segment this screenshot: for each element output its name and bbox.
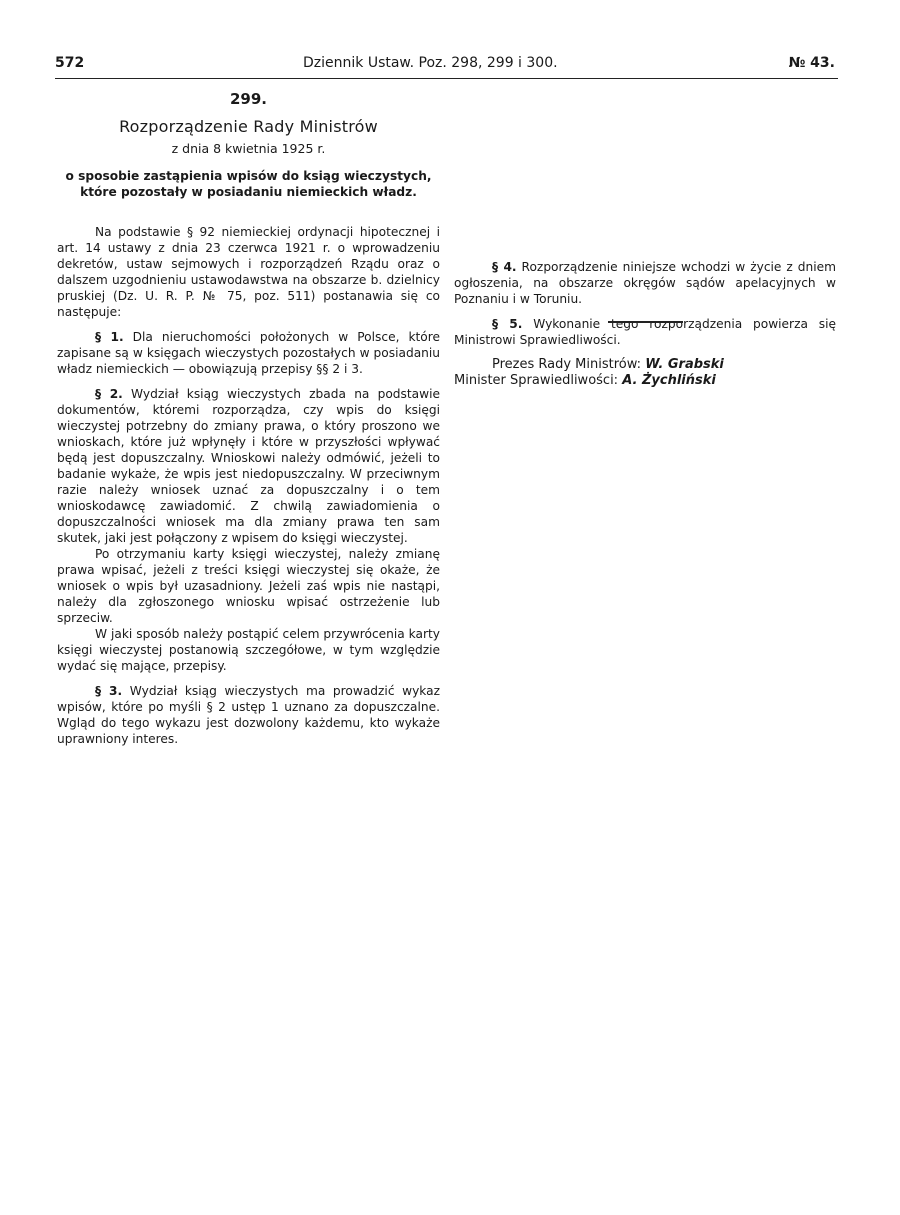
signature-role: Minister Sprawiedliwości: [454,373,619,388]
issue-number: № 43. [788,55,835,71]
section-text: Wydział ksiąg wieczystych ma prowadzić wykaz wpisów, które po myśli § 2 ustęp 1 uznano za dopuszczalne. Wgląd do tego wykazu jest dozwolony każdemu, kto wykaże uprawniony interes. [57,684,441,746]
section-2-paragraph: W jaki sposób należy postąpić celem przywrócenia karty księgi wieczystej postanowią szczegółowe, w tym względzie wydać się mające, przepisy. [57,627,440,673]
signature-name: A. Żychliński [622,373,716,388]
section-mark: § 4. [492,260,517,274]
left-column [57,90,440,747]
header-rule [55,78,838,79]
section-1 [57,329,440,377]
section-text: Wydział ksiąg wieczystych zbada na podstawie dokumentów, któremi rozporządza, czy wpis do księgi wieczystej potrzebny do zmiany prawa, o który proszono we wnioskach, które już wpłynęły i które w przyszłości wpływać będą jest dopuszczalny. Wnioskowi należy odmówić, jeżeli to badanie wykaże, że wpis jest niedopuszczalny. W przeciwnym razie należy wniosek uznać za dopuszczalny i o tem wnioskodawcę zawiadomić. Z chwilą zawiadomienia o dopuszczalności wniosek ma dla zmiany prawa ten sam skutek, jaki jest połączony z wpisem do księgi wieczystej. [57,387,440,545]
document-date: z dnia 8 kwietnia 1925 r. [171,141,326,156]
section-2 [57,386,440,546]
journal-title: Dziennik Ustaw. Poz. 298, 299 i 300. [303,55,558,71]
section-2-paragraph: Po otrzymaniu karty księgi wieczystej, należy zmianę prawa wpisać, jeżeli z treści księgi wieczystej się okaże, że wniosek o wpis był uzasadniony. Jeżeli zaś wpis nie nastąpi, należy dla zgłoszonego wniosku wpisać ostrzeżenie lub sprzeciw. [57,547,440,625]
signature-name: W. Grabski [645,357,724,372]
section-mark: § 1. [95,330,124,344]
signature-prime-minister [454,357,836,373]
section-mark: § 2. [95,387,123,401]
signature-justice-minister [454,373,836,389]
section-mark: § 3. [95,684,123,698]
document-title: Rozporządzenie Rady Ministrów [119,117,378,136]
document-subject: o sposobie zastąpienia wpisów do ksiąg wieczystych, które pozostały w posiadaniu niemieckich władz. [65,169,432,199]
section-text: Rozporządzenie niniejsze wchodzi w życie z dniem ogłoszenia, na obszarze okręgów sądów apelacyjnych w Poznaniu i w Toruniu. [454,260,837,306]
section-text: Dla nieruchomości położonych w Polsce, które zapisane są w księgach wieczystych pozostałych w posiadaniu władz niemieckich — obowiązują przepisy §§ 2 i 3. [57,330,441,376]
page-header [55,55,835,79]
section-4 [454,259,836,307]
section-text: Wykonanie tego rozporządzenia powierza się Ministrowi Sprawiedliwości. [454,317,836,347]
page-number: 572 [55,55,85,71]
signature-role: Prezes Rady Ministrów: [492,357,642,372]
end-rule [608,321,683,323]
preamble: Na podstawie § 92 niemieckiej ordynacji hipotecznej i art. 14 ustawy z dnia 23 czerwca 1921 r. o wprowadzeniu dekretów, ustaw sejmowych i rozporządzeń Rządu oraz o dalszem uzgodnieniu ustawodawstwa na obszarze b. dzielnicy pruskiej (Dz. U. R. P. № 75, poz. 511) postanawia się co następuje: [57,225,440,319]
document-number: 299. [229,90,267,108]
section-mark: § 5. [492,317,523,331]
section-3 [57,683,440,747]
right-column-content [454,250,836,389]
